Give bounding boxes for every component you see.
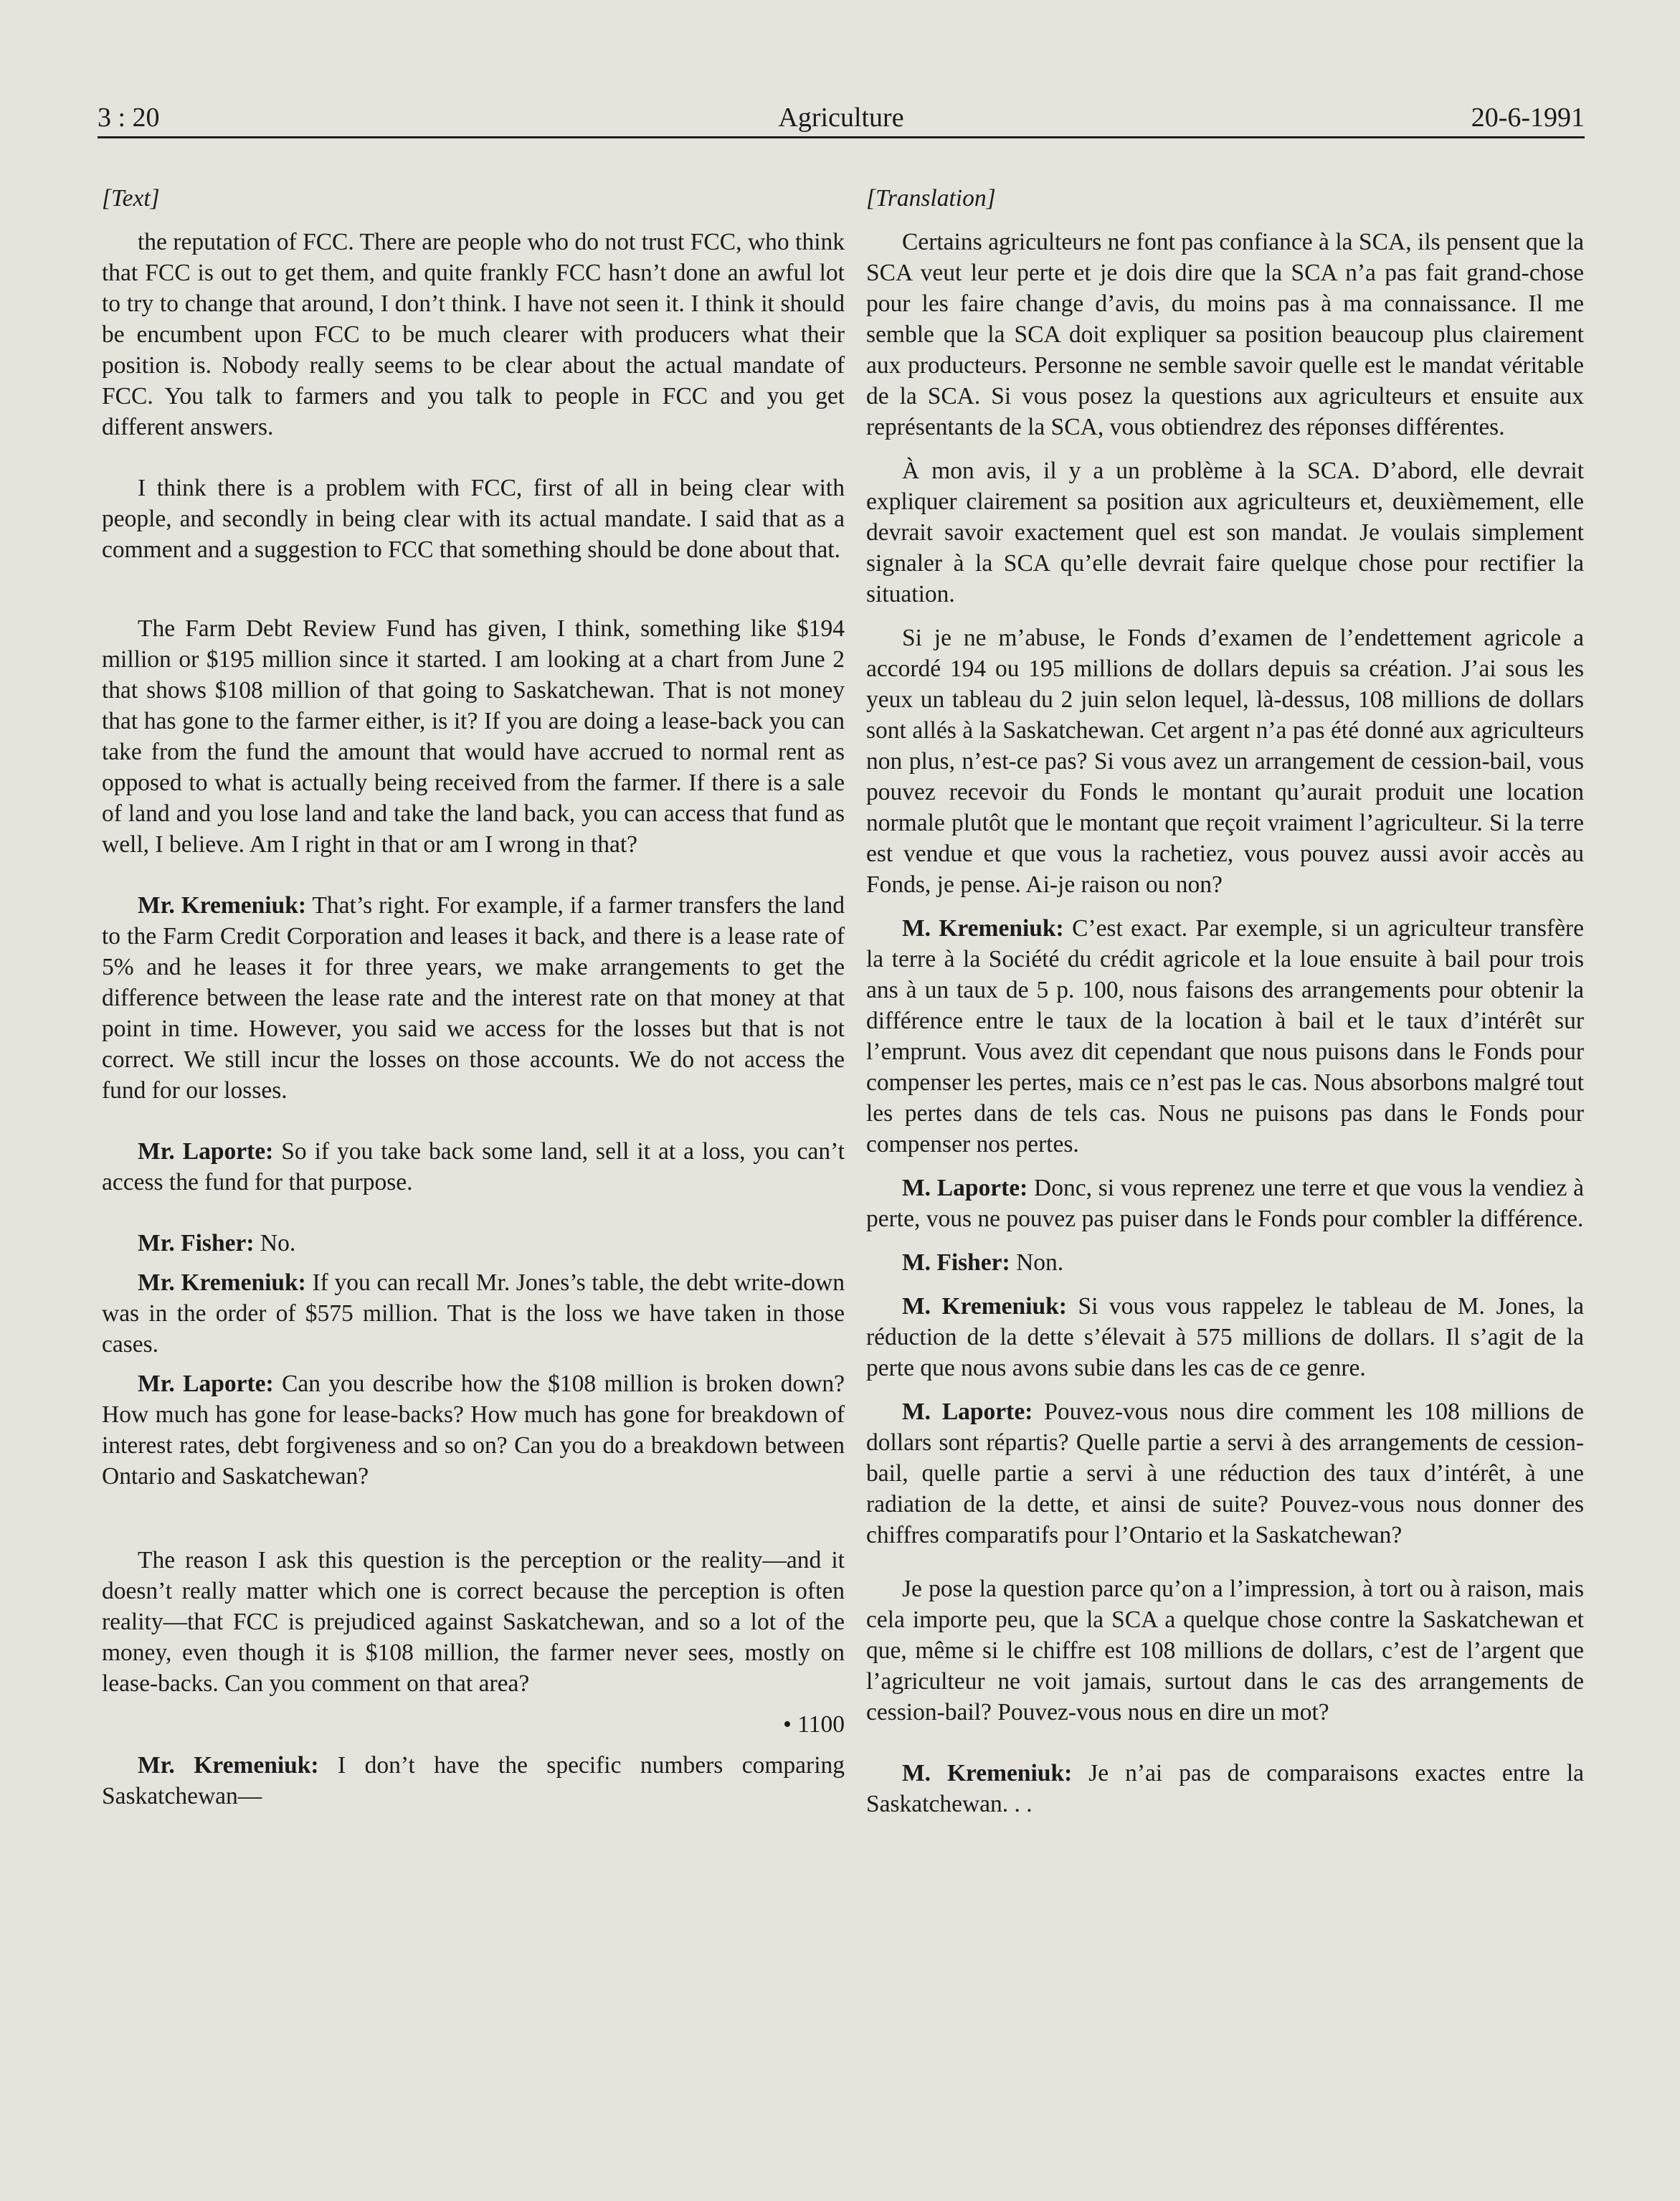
- column-body: [866, 227, 1584, 1819]
- paragraph-text: the reputation of FCC. There are people who do not trust FCC, who think that FCC is out to get them, and quite frankly FCC hasn’t done an awful lot to try to change that around, I don’t think. I have not seen it. I think it should be encumbent upon FCC to be much clearer with producers what their position is. Nobody really seems to be clear about the actual mandate of FCC. You talk to farmers and you talk to people in FCC and you get different answers.: [102, 229, 845, 440]
- paragraph: [866, 623, 1584, 900]
- paragraph: [866, 1573, 1584, 1728]
- speaker-name: M. Kremeniuk:: [902, 1293, 1067, 1320]
- paragraph: [102, 613, 845, 860]
- speech-paragraph: [102, 1368, 845, 1492]
- paragraph-text: Can you describe how the $108 million is broken down? How much has gone for lease-backs? How much has gone for breakdown of interest rates, debt forgiveness and so on? Can you do a breakdown between Ontario and Saskatchewan?: [102, 1371, 845, 1490]
- header-title: Agriculture: [778, 103, 904, 133]
- page-number: 3 : 20: [98, 103, 160, 133]
- column-english: [102, 183, 845, 1812]
- speaker-name: M. Kremeniuk:: [902, 1760, 1073, 1786]
- paragraph-text: The reason I ask this question is the perception or the reality—and it doesn’t really matter which one is correct because the perception is often reality—that FCC is prejudiced against Saskatchewan, and so a lot of the money, even though it is $108 million, the farmer never sees, mostly on lease-backs. Can you comment on that area?: [102, 1547, 845, 1697]
- paragraph-text: Pouvez-vous nous dire comment les 108 millions de dollars sont répartis? Quelle partie a servi à des arrangements de cession-bail, quelle partie a servi à une réduction des taux d’intérêt, à une radiation de la dette, et ainsi de suite? Pouvez-vous nous donner des chiffres comparatifs pour l’Ontario et la Saskatchewan?: [866, 1398, 1585, 1548]
- paragraph: [866, 455, 1584, 610]
- page-header: [98, 99, 1585, 138]
- paragraph-text: Si je ne m’abuse, le Fonds d’examen de l’endettement agricole a accordé 194 ou 195 millions de dollars depuis sa création. J’ai sous les yeux un tableau du 2 juin selon lequel, là-dessus, 108 millions de dollars sont allés à la Saskatchewan. Cet argent n’a pas été donné aux agriculteurs non plus, n’est-ce pas? Si vous avez un arrangement de cession-bail, vous pouvez recevoir du Fonds le montant qu’aurait produit une location normale plutôt que le montant que reçoit vraiment l’agriculteur. Si la terre est vendue et que vous la rachetiez, vous pouvez aussi avoir accès au Fonds, je pense. Ai-je raison ou non?: [866, 625, 1584, 898]
- time-marker: • 1100: [783, 1711, 845, 1738]
- paragraph-text: That’s right. For example, if a farmer transfers the land to the Farm Credit Corporation and leases it back, and there is a lease rate of 5% and he leases it for three years, we make arrangements to get the difference between the lease rate and the interest rate on that money at that point in time. However, you said we access for the losses but that is not correct. We still incur the losses on those accounts. We do not access the fund for our losses.: [102, 892, 845, 1104]
- paragraph: [866, 227, 1584, 442]
- column-label: [Translation]: [866, 185, 996, 212]
- speaker-name: Mr. Fisher:: [138, 1230, 255, 1256]
- speech-paragraph: [102, 890, 845, 1106]
- speech-paragraph: [866, 1291, 1584, 1383]
- paragraph-text: Non.: [1016, 1249, 1064, 1276]
- speech-paragraph: [102, 1750, 845, 1812]
- paragraph-text: Je n’ai pas de comparaisons exactes entre la Saskatchewan. . .: [866, 1760, 1584, 1817]
- speech-paragraph: [102, 1136, 845, 1198]
- column-french: [866, 183, 1584, 1819]
- paragraph-text: No.: [260, 1230, 296, 1256]
- paragraph: [102, 473, 845, 565]
- speech-paragraph: [866, 1247, 1584, 1278]
- speaker-name: Mr. Kremeniuk:: [138, 892, 307, 919]
- paragraph-text: The Farm Debt Review Fund has given, I think, something like $194 million or $195 million since it started. I am looking at a chart from June 2 that shows $108 million of that going to Saskatchewan. That is not money that has gone to the farmer either, is it? If you are doing a lease-back you can take from the fund the amount that would have accrued to normal rent as opposed to what is actually being received from the farmer. If there is a sale of land and you lose land and take the land back, you can access that fund as well, I believe. Am I right in that or am I wrong in that?: [102, 615, 845, 858]
- paragraph-text: If you can recall Mr. Jones’s table, the debt write-down was in the order of $575 million. That is the loss we have taken in those cases.: [102, 1269, 845, 1358]
- paragraph-text: Si vous vous rappelez le tableau de M. Jones, la réduction de la dette s’élevait à 575 millions de dollars. Il s’agit de la perte que nous avons subie dans les cas de ce genre.: [866, 1293, 1585, 1381]
- speech-paragraph: [866, 1758, 1584, 1819]
- speech-paragraph: [102, 1228, 845, 1259]
- speaker-name: M. Laporte:: [902, 1398, 1033, 1425]
- speaker-name: Mr. Kremeniuk:: [138, 1269, 306, 1296]
- speaker-name: Mr. Kremeniuk:: [138, 1752, 319, 1779]
- speaker-name: M. Kremeniuk:: [902, 915, 1064, 942]
- paragraph-text: C’est exact. Par exemple, si un agriculteur transfère la terre à la Société du crédit agricole et la loue ensuite à bail pour trois ans à un taux de 5 p. 100, nous faisons des arrangements pour obtenir la différence entre le taux de la location à bail et le taux d’intérêt sur l’emprunt. Vous avez dit cependant que nous puisons dans le Fonds pour compenser les pertes, mais ce n’est pas le cas. Nous absorbons malgré tout les pertes dans de tels cas. Nous ne puisons pas dans le Fonds pour compenser nos pertes.: [866, 915, 1584, 1158]
- paragraph: [102, 227, 845, 442]
- speaker-name: M. Fisher:: [902, 1249, 1010, 1276]
- column-label: [Text]: [102, 185, 160, 212]
- paragraph-text: Certains agriculteurs ne font pas confiance à la SCA, ils pensent que la SCA veut leur perte et je dois dire que la SCA n’a pas fait grand-chose pour les faire change d’avis, du moins pas à ma connaissance. Il me semble que la SCA doit expliquer sa position beaucoup plus clairement aux producteurs. Personne ne semble savoir quelle est le mandat véritable de la SCA. Si vous posez la questions aux agriculteurs et ensuite aux représentants de la SCA, vous obtiendrez des réponses différentes.: [866, 229, 1584, 440]
- column-body: [102, 227, 845, 1812]
- speaker-name: M. Laporte:: [902, 1175, 1028, 1201]
- speaker-name: Mr. Laporte:: [138, 1138, 274, 1165]
- paragraph: [102, 1545, 845, 1699]
- speech-paragraph: [866, 1173, 1584, 1234]
- paragraph-text: I don’t have the specific numbers comparing Saskatchewan—: [102, 1752, 845, 1809]
- paragraph-text: So if you take back some land, sell it at a loss, you can’t access the fund for that purpose.: [102, 1138, 845, 1196]
- speaker-name: Mr. Laporte:: [138, 1371, 274, 1397]
- paragraph-text: I think there is a problem with FCC, first of all in being clear with people, and secondly in being clear with its actual mandate. I said that as a comment and a suggestion to FCC that something should be done about that.: [102, 475, 845, 563]
- paragraph-text: Je pose la question parce qu’on a l’impression, à tort ou à raison, mais cela importe peu, que la SCA a quelque chose contre la Saskatchewan et que, même si le chiffre est 108 millions de dollars, c’est de l’argent que l’agriculteur ne voit jamais, surtout dans le cas des arrangements de cession-bail? Pouvez-vous nous en dire un mot?: [866, 1576, 1584, 1726]
- speech-paragraph: [102, 1267, 845, 1360]
- header-date: 20-6-1991: [1471, 103, 1585, 133]
- speech-paragraph: [866, 1396, 1584, 1551]
- paragraph-text: À mon avis, il y a un problème à la SCA. D’abord, elle devrait expliquer clairement sa position aux agriculteurs et, deuxièmement, elle devrait savoir exactement quel est son mandat. Je voulais simplement signaler à la SCA qu’elle devrait faire quelque chose pour rectifier la situation.: [866, 458, 1584, 607]
- paragraph-text: Donc, si vous reprenez une terre et que vous la vendiez à perte, vous ne pouvez pas puiser dans le Fonds pour combler la différence.: [866, 1175, 1584, 1232]
- speech-paragraph: [866, 913, 1584, 1160]
